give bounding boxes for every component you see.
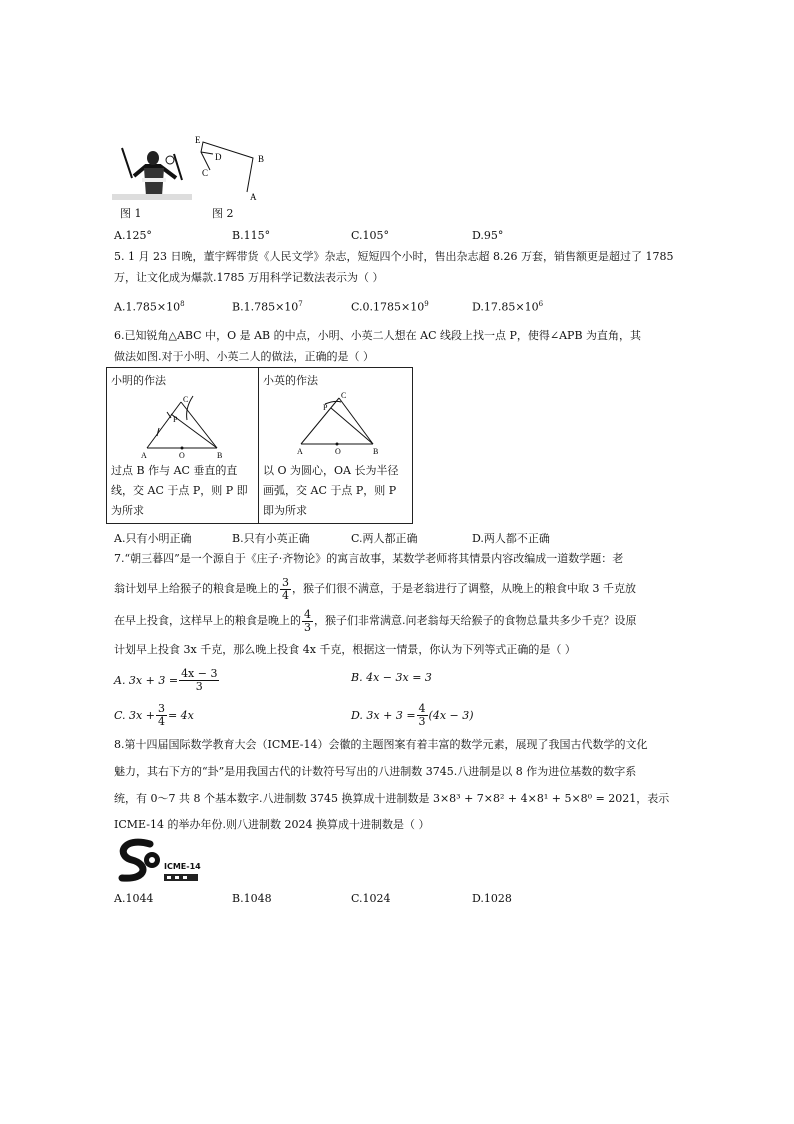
q6-stem-line1: 6.已知锐角△ABC 中，O 是 AB 的中点，小明、小英二人想在 AC 线段上找一点 P，使得∠APB 为直角，其	[114, 329, 642, 342]
q6-option-c[interactable]: C.两人都正确	[351, 532, 418, 545]
q8-stem-line3: 统，有 0～7 共 8 个基本数字.八进制数 3745 换算成十进制数是 3×8³ + 7×8² + 4×8¹ + 5×8⁰ = 2021，表示	[114, 792, 670, 805]
xiaoying-construction-diagram	[297, 388, 397, 460]
svg-text:B: B	[217, 451, 223, 460]
svg-text:A: A	[297, 447, 303, 456]
q8-option-c[interactable]: C.1024	[351, 892, 391, 905]
point-E: E	[195, 135, 201, 145]
q4-option-c[interactable]: C.105°	[351, 229, 390, 242]
svg-text:A: A	[141, 451, 147, 460]
point-C: C	[202, 168, 209, 178]
q5-option-c[interactable]: $C.0.1785\times 10^9$	[351, 300, 429, 314]
q7-option-a[interactable]: A. 3x + 3 = $\frac{4x - 3}{3}$	[114, 666, 218, 693]
svg-text:O: O	[335, 447, 341, 456]
logo-text: ICME-14	[164, 862, 201, 871]
svg-text:C: C	[341, 391, 347, 400]
svg-text:B: B	[373, 447, 379, 456]
xiaoming-method-cell	[107, 368, 259, 523]
svg-text:P: P	[173, 415, 178, 424]
q4-option-a[interactable]: A.125°	[114, 229, 152, 242]
point-B: B	[258, 154, 265, 164]
q8-option-d[interactable]: D.1028	[472, 892, 512, 905]
q8-option-a[interactable]: A.1044	[114, 892, 154, 905]
svg-text:P: P	[323, 403, 328, 412]
figure-2-diagram	[195, 132, 275, 202]
q5-stem-line2: 万，让文化成为爆款.1785 万用科学记数法表示为（ ）	[114, 271, 384, 284]
q5-option-a[interactable]: $A.1.785\times 10^8$	[114, 300, 185, 314]
q7-stem-line4: 计划早上投食 3x 千克，那么晚上投食 4x 千克，根据这一情景，你认为下列等式正确的是（ ）	[114, 643, 576, 656]
figure-2-label: 图 2	[212, 207, 234, 220]
q8-stem-line4: ICME-14 的举办年份.则八进制数 2024 换算成十进制数是（ ）	[114, 818, 430, 831]
svg-text:O: O	[179, 451, 185, 460]
q7-option-d[interactable]: D. 3x + 3 = $\frac{4}{3}$ (4x − 3)	[351, 701, 474, 728]
figure-1-label: 图 1	[120, 207, 142, 220]
q7-stem-line2: 翁计划早上给猴子的粮食是晚上的 $\frac{3}{4}$ ，猴子们很不满意，于是老翁进行了调整，从晚上的粮食中取 3 千克放	[114, 575, 636, 602]
figure-1-illustration	[112, 138, 192, 200]
q7-stem-line1: 7.“朝三暮四”是一个源自于《庄子·齐物论》的寓言故事，某数学老师将其情景内容改编成一道数学题：老	[114, 552, 624, 565]
q7-option-c[interactable]: C. 3x + $\frac{3}{4}$ = 4x	[114, 701, 194, 728]
q5-option-d[interactable]: $D.17.85\times 10^6$	[472, 300, 544, 314]
xiaoying-method-title: 小英的作法	[263, 374, 318, 387]
xiaoming-method-text: 过点 B 作与 AC 垂直的直 线，交 AC 于点 P，则 P 即 为所求	[111, 464, 248, 517]
q5-option-b[interactable]: $B.1.785\times 10^7$	[232, 300, 303, 314]
fraction-four-thirds: $\frac{4}{3}$	[304, 607, 311, 634]
icme-14-logo	[112, 836, 202, 884]
svg-text:C: C	[183, 395, 189, 404]
xiaoying-method-cell	[259, 368, 411, 523]
q6-stem-line2: 做法如图.对于小明、小英二人的做法，正确的是（ ）	[114, 350, 374, 363]
q6-option-d[interactable]: D.两人都不正确	[472, 532, 550, 545]
xiaoying-method-text: 以 O 为圆心，OA 长为半径 画弧，交 AC 于点 P，则 P 即为所求	[263, 464, 399, 517]
q8-stem-line2: 魅力，其右下方的“卦”是用我国古代的计数符号写出的八进制数 3745.八进制是以 8 作为进位基数的数字系	[114, 765, 637, 778]
xiaoming-construction-diagram	[137, 388, 237, 460]
fraction-three-quarters: $\frac{3}{4}$	[282, 575, 289, 602]
point-A: A	[250, 192, 257, 202]
q8-option-b[interactable]: B.1048	[232, 892, 272, 905]
q6-option-b[interactable]: B.只有小英正确	[232, 532, 310, 545]
q7-option-b[interactable]: B. 4x − 3x = 3	[351, 671, 432, 684]
q8-stem-line1: 8.第十四届国际数学教育大会（ICME-14）会徽的主题图案有着丰富的数学元素，展现了我国古代数学的文化	[114, 738, 648, 751]
xiaoming-method-title: 小明的作法	[111, 374, 166, 387]
q4-option-d[interactable]: D.95°	[472, 229, 504, 242]
point-D: D	[215, 152, 222, 162]
q6-option-a[interactable]: A.只有小明正确	[114, 532, 192, 545]
q5-stem-line1: 5. 1 月 23 日晚，董宇辉带货《人民文学》杂志，短短四个小时，售出杂志超 8.26 万套，销售额更是超过了 1785	[114, 250, 674, 263]
q7-stem-line3: 在早上投食，这样早上的粮食是晚上的 $\frac{4}{3}$ ，猴子们非常满意.问老翁每天给猴子的食物总量共多少千克？设原	[114, 607, 637, 634]
q4-option-b[interactable]: B.115°	[232, 229, 271, 242]
q6-methods-table	[106, 367, 413, 524]
